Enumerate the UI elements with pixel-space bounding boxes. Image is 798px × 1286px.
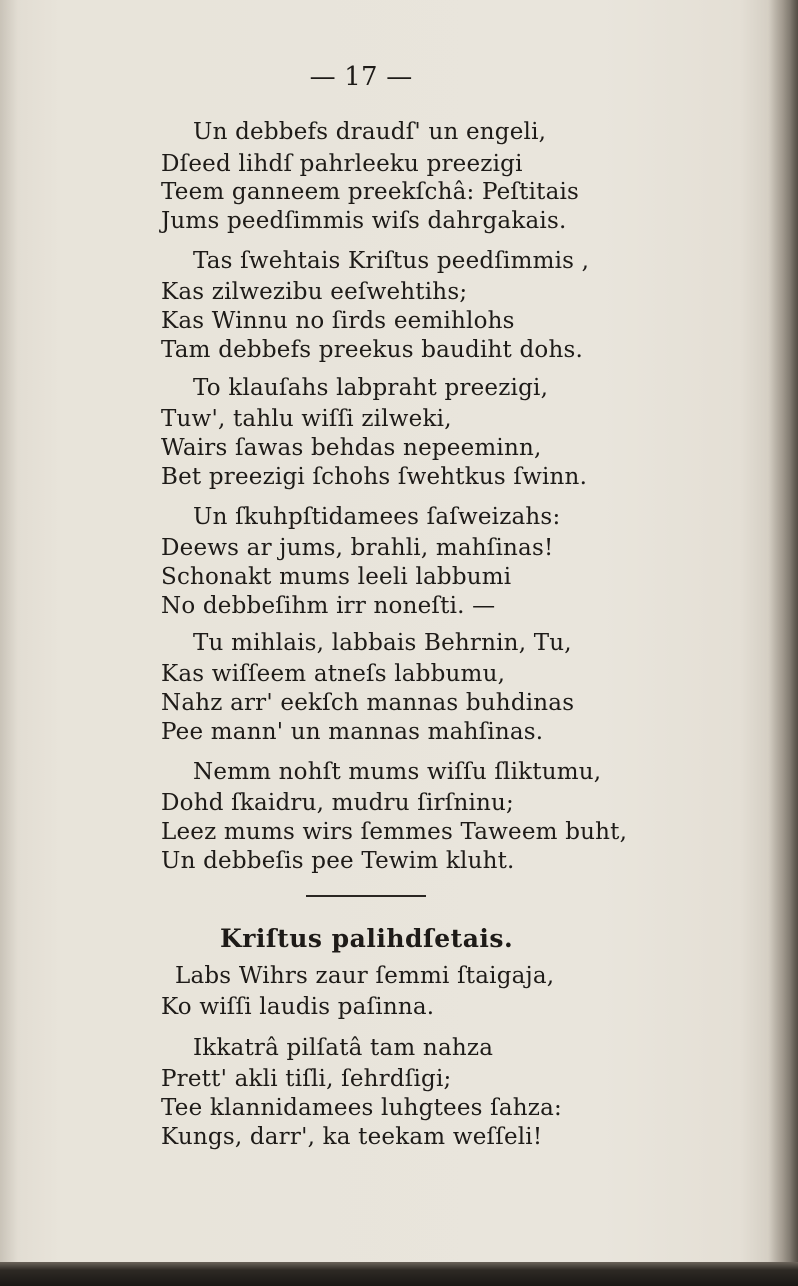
stanza-6-line-1: Nemm nohſt mums wiſſu ſliktumu, [193, 759, 602, 785]
stanza-5-line-3: Nahz arr' eekſch mannas buhdinas [161, 690, 575, 716]
stanza-5-line-1: Tu mihlais, labbais Behrnin, Tu, [193, 630, 572, 656]
page-number: — 17 — [309, 62, 413, 92]
poem2-stanza-2-line-3: Tee klannidamees luhgtees ſahza: [161, 1095, 562, 1121]
stanza-4-line-1: Un ſkuhpſtidamees ſaſweizahs: [193, 504, 561, 530]
poem2-stanza-2-line-2: Prett' akli tiſli, ſehrdſigi; [161, 1066, 452, 1092]
stanza-2-line-2: Kas zilwezibu eeſwehtihs; [161, 279, 468, 305]
poem2-stanza-2-line-4: Kungs, darr', ka teekam weſſeli! [161, 1124, 543, 1150]
stanza-1-line-1: Un debbefs draudſ' un engeli, [193, 119, 547, 145]
stanza-5-line-2: Kas wiſſeem atneſs labbumu, [161, 661, 506, 687]
poem2-stanza-1-line-2: Ko wiſſi laudis paſinna. [161, 994, 435, 1020]
stanza-4-line-4: No debbeſihm irr noneſti. — [161, 593, 496, 619]
stanza-6-line-2: Dohd ſkaidru, mudru ſirſninu; [161, 790, 514, 816]
stanza-6-line-4: Un debbeſis pee Tewim kluht. [161, 848, 515, 874]
stanza-1-line-3: Teem ganneem preekſchâ: Peſtitais [161, 179, 580, 205]
stanza-3-line-1: To klauſahs labpraht preezigi, [193, 375, 549, 401]
poem-title: Kriſtus palihdſetais. [220, 924, 514, 953]
stanza-6-line-3: Leez mums wirs ſemmes Taweem buht, [161, 819, 628, 845]
page-bottom-edge [0, 1262, 798, 1286]
page-binding-shadow [768, 0, 798, 1262]
stanza-2-line-1: Tas ſwehtais Kriſtus peedſimmis , [193, 248, 590, 274]
poem2-stanza-2-line-1: Ikkatrâ pilſatâ tam nahza [193, 1035, 494, 1061]
stanza-3-line-3: Wairs ſawas behdas nepeeminn, [161, 435, 542, 461]
section-divider [306, 895, 426, 897]
stanza-3-line-4: Bet preezigi ſchohs ſwehtkus ſwinn. [161, 464, 588, 490]
stanza-2-line-3: Kas Winnu no ſirds eemihlohs [161, 308, 515, 334]
stanza-5-line-4: Pee mann' un mannas mahſinas. [161, 719, 544, 745]
stanza-2-line-4: Tam debbefs preekus baudiht dohs. [161, 337, 584, 363]
stanza-1-line-4: Jums peedſimmis wiſs dahrgakais. [161, 208, 567, 234]
poem2-stanza-1-line-1: Labs Wihrs zaur ſemmi ſtaigaja, [175, 963, 555, 989]
stanza-3-line-2: Tuw', tahlu wiſſi zilweki, [161, 406, 452, 432]
stanza-4-line-3: Schonakt mums leeli labbumi [161, 564, 512, 590]
stanza-4-line-2: Deews ar jums, brahli, mahſinas! [161, 535, 554, 561]
stanza-1-line-2: Dſeed lihdſ pahrleeku preezigi [161, 151, 523, 177]
